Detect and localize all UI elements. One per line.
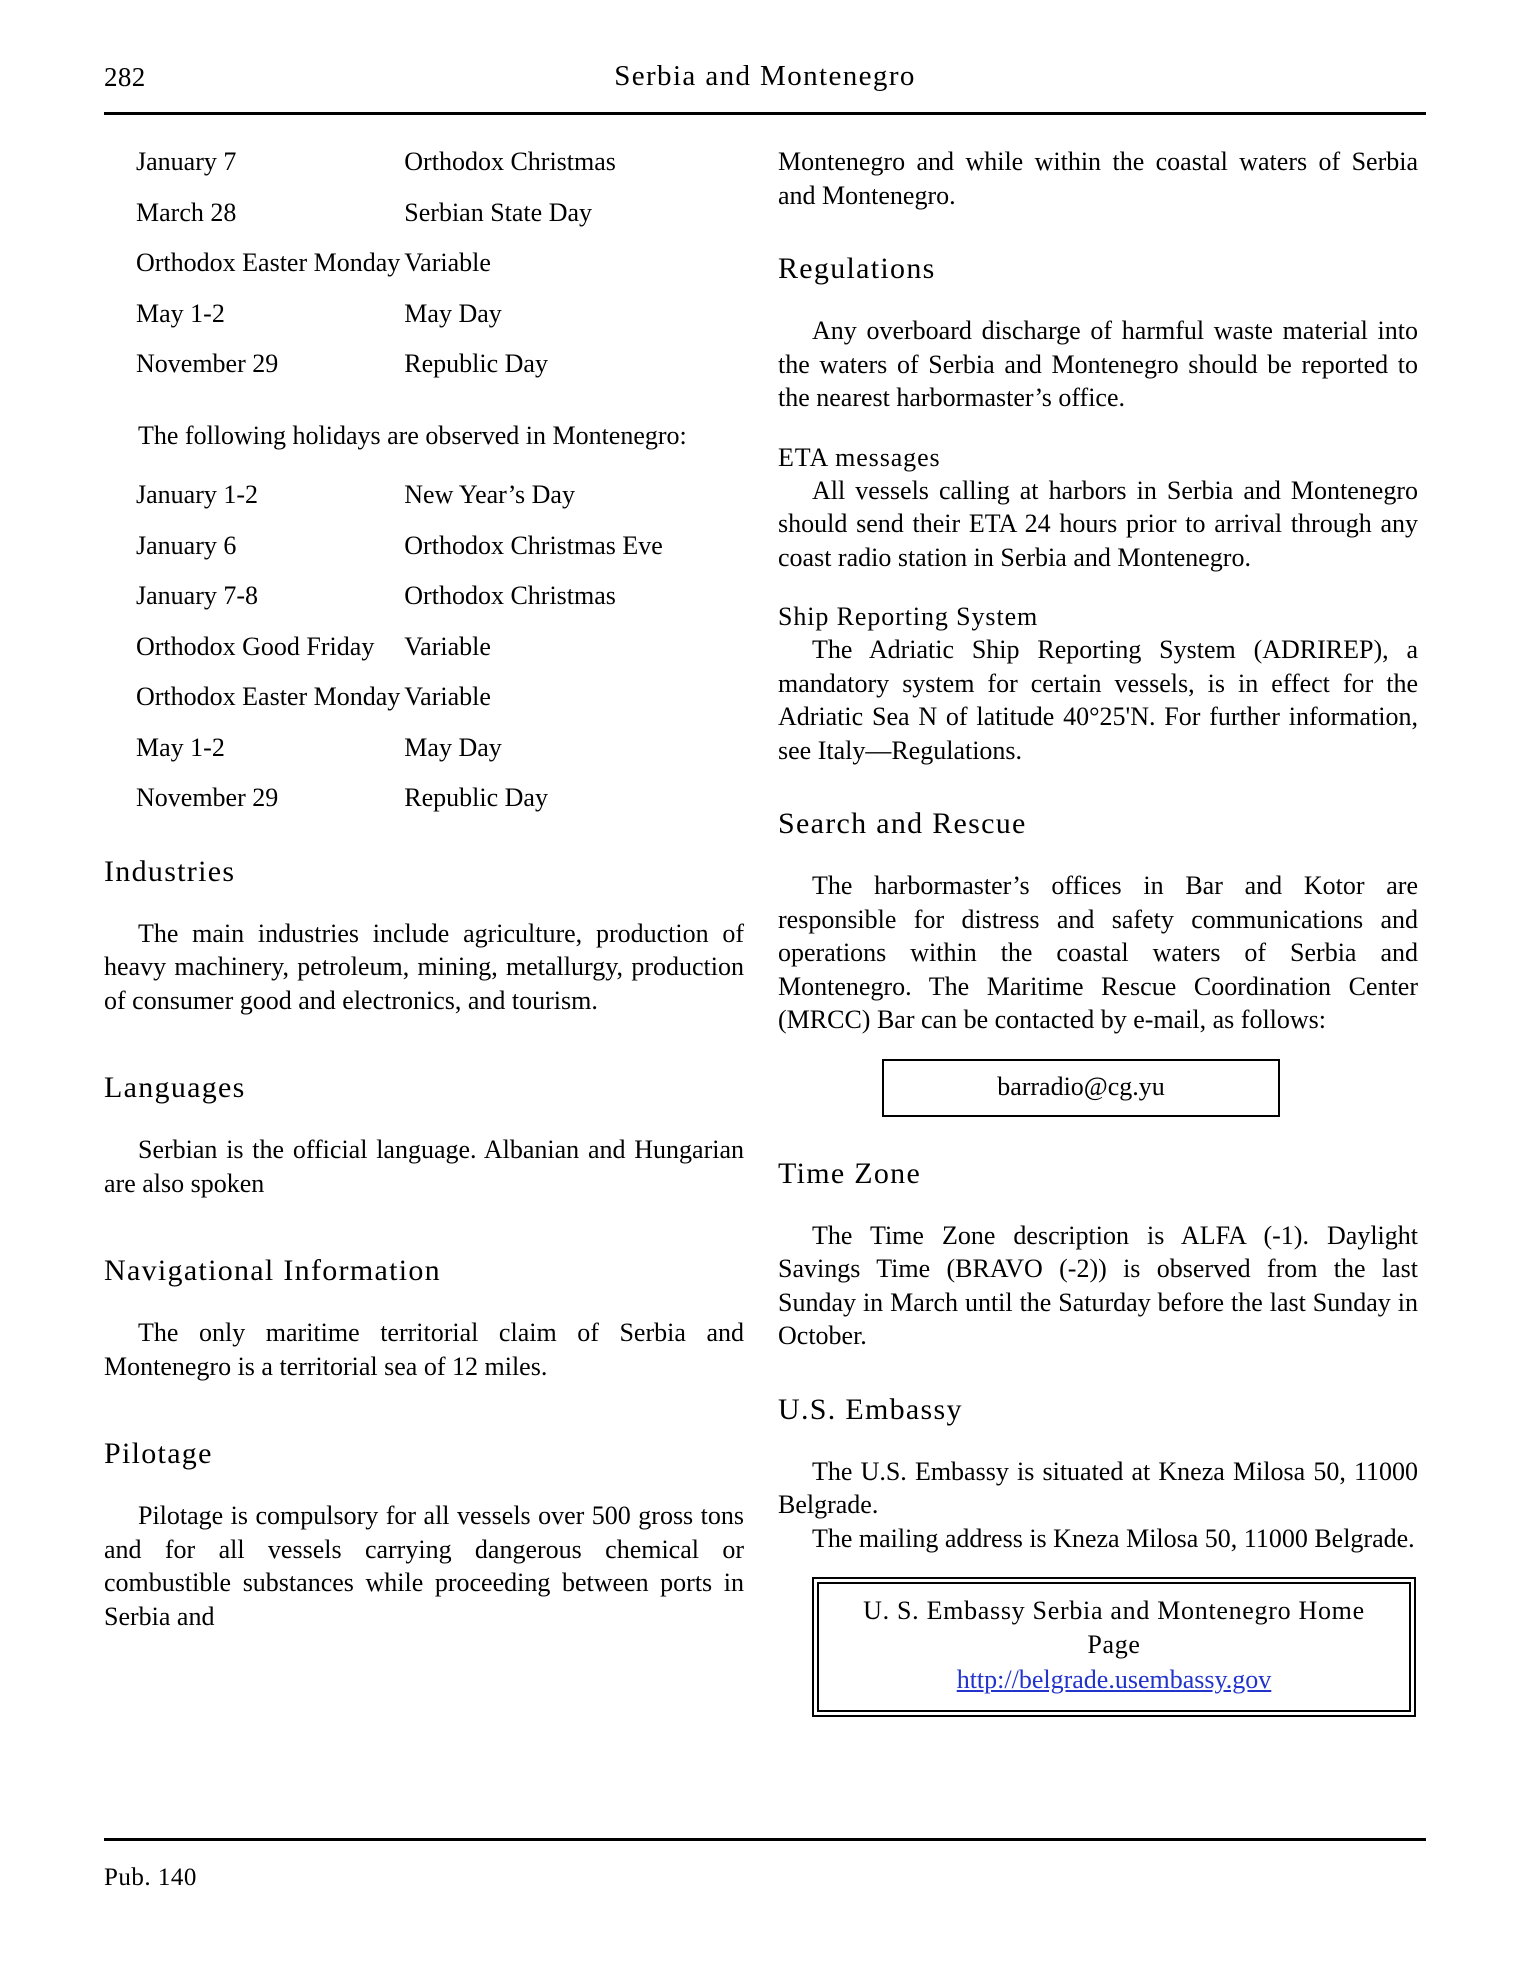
section-heading-languages: Languages (104, 1071, 246, 1104)
holiday-date: March 28 (136, 197, 237, 227)
us-embassy-homepage-link[interactable]: http://belgrade.usembassy.gov (956, 1665, 1272, 1694)
eta-messages-paragraph: All vessels calling at harbors in Serbia and Montenegro should send their ETA 24 hours prior to arrival through any coast radio station in Serbia and Montenegro. (778, 475, 1418, 572)
holiday-date: November 29 (136, 349, 279, 378)
table-row (104, 347, 744, 381)
section-heading-navigational-information: Navigational Information (104, 1254, 441, 1287)
right-column (778, 145, 1418, 1717)
holiday-date: January 1-2 (136, 480, 259, 509)
mrcc-email-address[interactable]: barradio@cg.yu (997, 1071, 1165, 1101)
holiday-name: Orthodox Christmas Eve (404, 530, 663, 560)
table-row (104, 781, 744, 815)
section-heading-time-zone: Time Zone (778, 1156, 922, 1190)
section-heading-industries: Industries (104, 854, 236, 888)
us-embassy-link-box (812, 1577, 1416, 1717)
search-and-rescue-paragraph: The harbormaster’s offices in Bar and Kotor are responsible for distress and safety communications and operations within the coastal waters of Serbia and Montenegro. The Maritime Rescue Coordination Center (MRCC) Bar can be contacted by e-mail, as follows: (778, 871, 1418, 1034)
us-embassy-paragraph-2: The mailing address is Kneza Milosa 50, 11000 Belgrade. (812, 1523, 1415, 1553)
holiday-name: Variable (404, 248, 491, 277)
montenegro-holidays-table (104, 478, 744, 815)
languages-paragraph: Serbian is the official language. Albanian and Hungarian are also spoken (104, 1135, 744, 1198)
us-embassy-link-title: U. S. Embassy Serbia and Montenegro Home Page (863, 1596, 1365, 1659)
serbia-holidays-table (104, 145, 744, 381)
holiday-name: Orthodox Christmas (404, 581, 616, 610)
us-embassy-paragraph-1: The U.S. Embassy is situated at Kneza Milosa 50, 11000 Belgrade. (778, 1456, 1418, 1519)
holiday-date: January 7 (136, 147, 237, 176)
table-row (104, 680, 744, 731)
table-row (104, 196, 744, 247)
holiday-name: Serbian State Day (404, 197, 593, 227)
left-column (104, 145, 744, 1633)
navigational-information-paragraph: The only maritime territorial claim of Serbia and Montenegro is a territorial sea of 12 miles. (104, 1318, 744, 1381)
header-divider (104, 112, 1426, 115)
holiday-date: May 1-2 (136, 732, 225, 762)
pilotage-paragraph: Pilotage is compulsory for all vessels over 500 gross tons and for all vessels carrying dangerous chemical or combustible substances while proceeding between ports in Serbia and (104, 1501, 744, 1631)
holiday-name: Republic Day (404, 349, 548, 378)
holiday-name: New Year’s Day (404, 480, 575, 509)
page-header (104, 60, 1426, 106)
page-number: 282 (104, 62, 146, 92)
montenegro-holidays-intro: The following holidays are observed in Montenegro: (138, 420, 687, 450)
holiday-date: Orthodox Good Friday (136, 631, 375, 661)
section-heading-us-embassy: U.S. Embassy (778, 1392, 963, 1426)
holiday-name: May Day (404, 732, 502, 762)
table-row (104, 145, 744, 196)
subheading-eta-messages: ETA messages (778, 442, 941, 472)
section-heading-search-and-rescue: Search and Rescue (778, 807, 1027, 840)
holiday-name: May Day (404, 298, 502, 328)
section-heading-regulations: Regulations (778, 252, 936, 285)
table-row (104, 478, 744, 529)
holiday-date: January 6 (136, 530, 237, 560)
industries-paragraph: The main industries include agriculture, production of heavy machinery, petroleum, mining, metallurgy, production of consumer good and electronics, and tourism. (104, 918, 744, 1015)
time-zone-paragraph: The Time Zone description is ALFA (-1). Daylight Savings Time (BRAVO (-2)) is observed from the last Sunday in March until the Saturday before the last Sunday in October. (778, 1220, 1418, 1350)
continued-paragraph: Montenegro and while within the coastal waters of Serbia and Montenegro. (778, 147, 1418, 210)
holiday-date: November 29 (136, 783, 279, 812)
table-row (104, 731, 744, 782)
table-row (104, 529, 744, 580)
table-row (104, 246, 744, 297)
holiday-date: Orthodox Easter Monday (136, 248, 401, 277)
publication-label: Pub. 140 (104, 1864, 197, 1891)
table-row (104, 579, 744, 630)
table-row (104, 297, 744, 348)
ship-reporting-system-paragraph: The Adriatic Ship Reporting System (ADRIREP), a mandatory system for certain vessels, is in effect for the Adriatic Sea N of latitude 40°25'N. For further information, see Italy—Regulations. (778, 635, 1418, 765)
table-row (104, 630, 744, 681)
footer-divider (104, 1838, 1426, 1841)
us-embassy-link-box-inner (817, 1582, 1411, 1712)
running-title: Serbia and Montenegro (614, 60, 916, 92)
holiday-name: Republic Day (404, 783, 548, 812)
regulations-paragraph: Any overboard discharge of harmful waste material into the waters of Serbia and Montenegro should be reported to the nearest harbormaster’s office. (778, 316, 1418, 412)
subheading-ship-reporting-system: Ship Reporting System (778, 602, 1039, 631)
holiday-date: May 1-2 (136, 298, 225, 328)
holiday-date: Orthodox Easter Monday (136, 682, 401, 711)
holiday-name: Orthodox Christmas (404, 147, 616, 176)
holiday-name: Variable (404, 631, 491, 661)
section-heading-pilotage: Pilotage (104, 1437, 213, 1470)
mrcc-email-box (882, 1059, 1280, 1117)
holiday-date: January 7-8 (136, 581, 259, 610)
holiday-name: Variable (404, 682, 491, 711)
